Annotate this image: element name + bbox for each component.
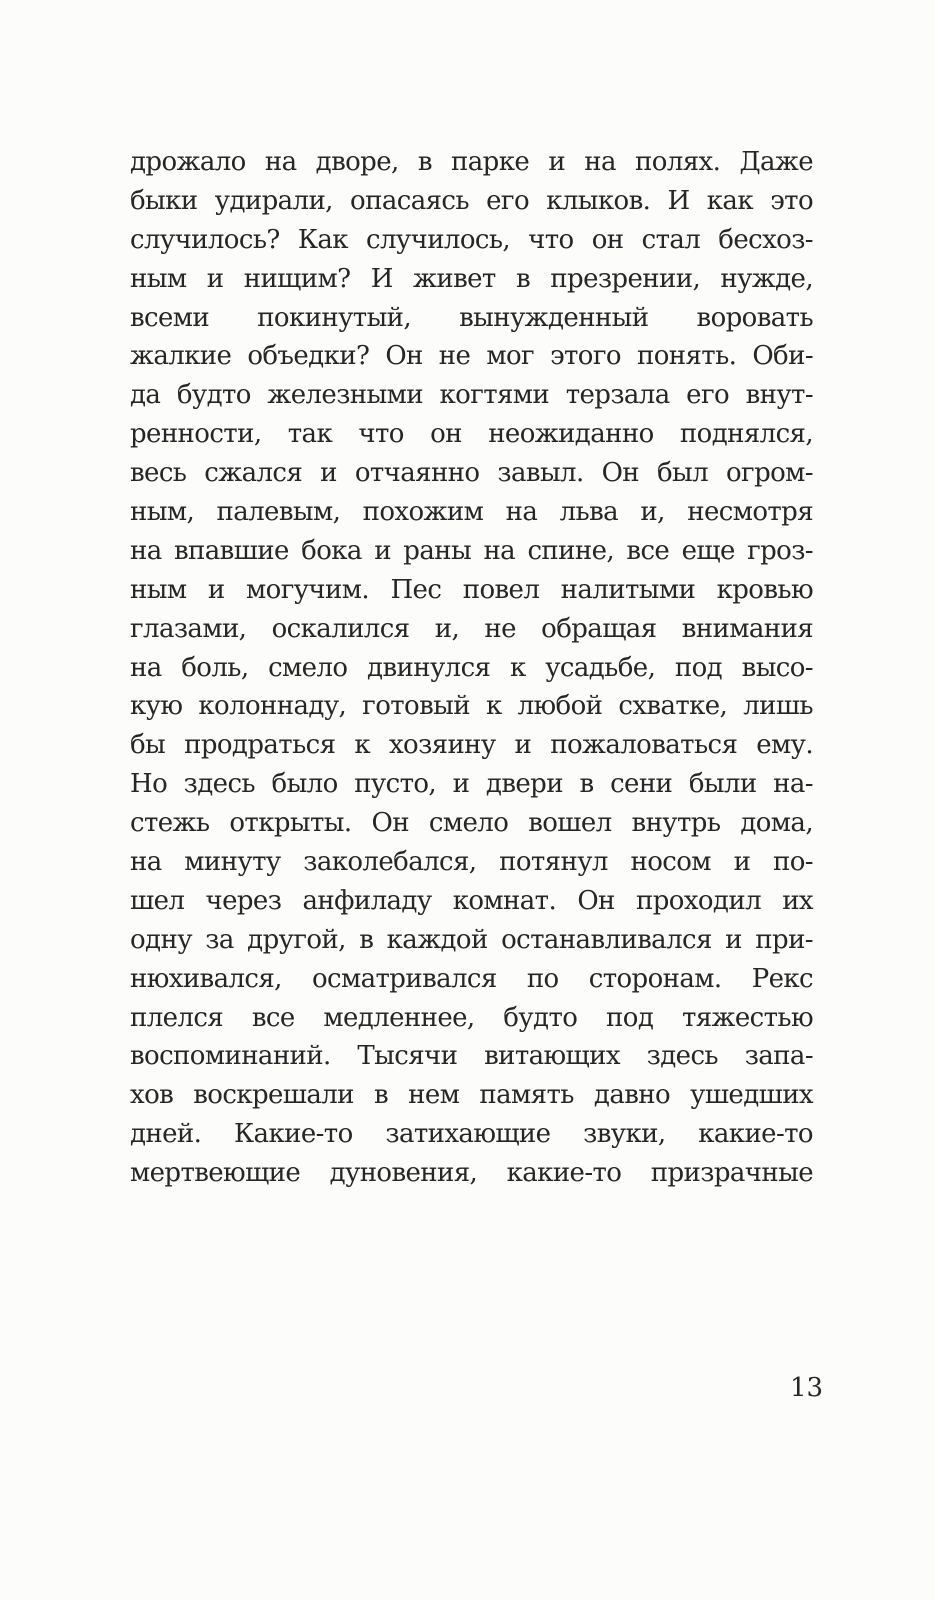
text-line: глазами, оскалился и, не обращая внимания bbox=[130, 613, 813, 644]
text-line: нюхивался, осматривался по сторонам. Рекс bbox=[130, 963, 813, 994]
text-line: весь сжался и отчаянно завыл. Он был огром- bbox=[130, 458, 813, 489]
text-line: кую колоннаду, готовый к любой схватке, лишь bbox=[130, 691, 813, 722]
text-line: жалкие объедки? Он не мог этого понять. Оби- bbox=[130, 341, 813, 372]
text-line: плелся все медленнее, будто под тяжестью bbox=[130, 1002, 813, 1033]
text-line: бы продраться к хозяину и пожаловаться ему. bbox=[130, 730, 813, 761]
text-line: быки удирали, опасаясь его клыков. И как это bbox=[130, 185, 813, 216]
text-line: ным, палевым, похожим на льва и, несмотря bbox=[130, 497, 813, 528]
text-line: на боль, смело двинулся к усадьбе, под высо- bbox=[130, 652, 813, 683]
text-line: ным и могучим. Пес повел налитыми кровью bbox=[130, 574, 813, 605]
text-line: шел через анфиладу комнат. Он проходил их bbox=[130, 885, 813, 916]
body-text bbox=[130, 143, 813, 1193]
text-line: хов воскрешали в нем память давно ушедших bbox=[130, 1080, 813, 1111]
page-number: 13 bbox=[790, 1373, 824, 1403]
text-line: на впавшие бока и раны на спине, все еще гроз- bbox=[130, 535, 813, 566]
text-line: воспоминаний. Тысячи витающих здесь запа- bbox=[130, 1041, 813, 1072]
text-line: Но здесь было пусто, и двери в сени были на- bbox=[130, 769, 813, 800]
text-line: одну за другой, в каждой останавливался и при- bbox=[130, 924, 813, 955]
text-line: мертвеющие дуновения, какие-то призрачные bbox=[130, 1158, 813, 1189]
text-line: стежь открыты. Он смело вошел внутрь дома, bbox=[130, 808, 813, 839]
text-line: ным и нищим? И живет в презрении, нужде, bbox=[130, 263, 813, 294]
text-line: дней. Какие-то затихающие звуки, какие-то bbox=[130, 1119, 813, 1150]
text-line: ренности, так что он неожиданно поднялся, bbox=[130, 419, 813, 450]
text-line: да будто железными когтями терзала его внут- bbox=[130, 380, 813, 411]
text-line: случилось? Как случилось, что он стал бесхоз- bbox=[130, 224, 813, 255]
text-line: на минуту заколебался, потянул носом и по- bbox=[130, 847, 813, 878]
text-line: всеми покинутый, вынужденный воровать bbox=[130, 302, 813, 333]
text-line: дрожало на дворе, в парке и на полях. Даже bbox=[130, 147, 813, 177]
